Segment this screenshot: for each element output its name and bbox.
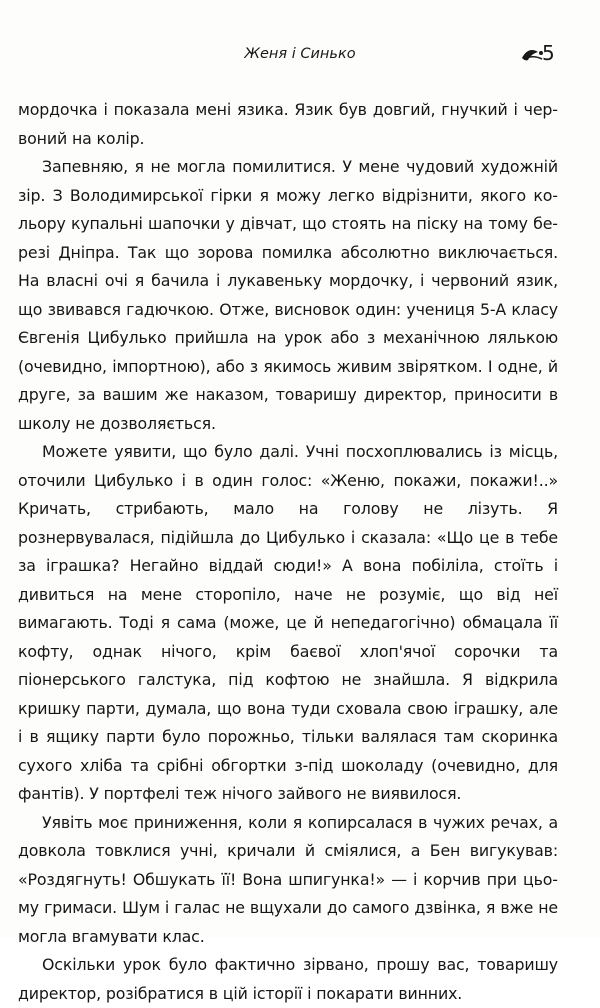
paragraph: Уявіть моє приниження, коли я копирсалася в чужих речах, а довкола товклися учні, кричали й сміялися, а Бен вигукував: «Роздягнуть! Обшукать її! Вона шпигунка!» — і корчив при цьому гримаси. Шум і галас не вщухали до самого дзвінка, я вже не могла вгамувати клас. <box>18 812 558 946</box>
paragraph: Оскільки урок було фактично зірвано, прошу вас, товаришу директор, розібратися в цій історії і покарати винних. <box>18 955 558 1003</box>
paragraph: Можете уявити, що було далі. Учні посхоплювались із місць, оточили Цибулько і в один голос: «Женю, покажи, покажи!..» Кричать, стрибають, мало на голову не лізуть. Я рознервувалася, підійшла до Цибулько і сказала: «Що це в тебе за іграшка? Негайно віддай сюди!» А вона побіліла, стоїть і дивиться на мене сторопіло, наче не розуміє, що від неї вимагають. Тоді я сама (може, це й непедагогічно) обмацала її кофту, однак нічого, крім баєвої хлоп'ячої сорочки та піонерського галстука, під кофтою не знайшла. Я відкрила кришку парти, думала, що вона туди сховала свою іграшку, але і в ящику парти було порожньо, тільки валялася там скоринка сухого хліба та срібні обгортки з-під шоколаду (очевидно, для фантів). У портфелі теж нічого зайвого не виявилося. <box>18 442 558 803</box>
page-body <box>18 96 558 1008</box>
page-header <box>0 38 600 68</box>
running-title: Женя і Синько <box>244 46 356 62</box>
paragraph: мордочка і показала мені язика. Язик був довгий, гнучкий і червоний на колір. <box>18 100 558 148</box>
page-number: 5 <box>542 41 555 65</box>
paragraph: Запевняю, я не могла помилитися. У мене чудовий художній зір. З Володимирської гірки я можу легко відрізнити, якого кольору купальні шапочки у дівчат, що стоять на піску на тому березі Дніпра. Так що зорова помилка абсолютно виключається. На власні очі я бачила і лукавеньку мордочку, і червоний язик, що звивався гадючкою. Отже, висновок один: учениця 5-А класу Євгенія Цибулько прийшла на урок або з механічною лялькою (очевидно, імпортною), або з якимось живим звірятком. І одне, й друге, за вашим же наказом, товаришу директор, приносити в школу не дозволяється. <box>18 157 558 433</box>
